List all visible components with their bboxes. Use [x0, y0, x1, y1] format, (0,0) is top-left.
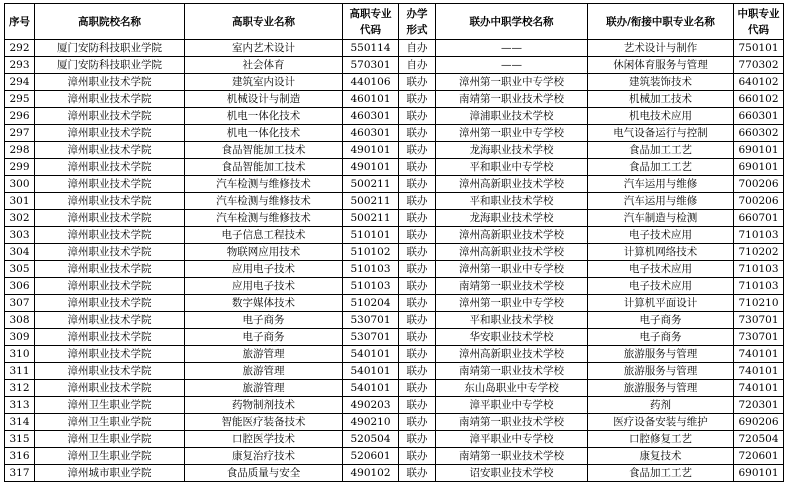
- cell-college: 漳州职业技术学院: [35, 295, 185, 312]
- cell-form: 联办: [399, 91, 436, 108]
- cell-college: 厦门安防科技职业学院: [35, 57, 185, 74]
- cell-school: 漳州第一职业中专学校: [436, 74, 588, 91]
- cell-form: 联办: [399, 295, 436, 312]
- cell-major: 食品智能加工技术: [185, 142, 343, 159]
- cell-major-code: 440106: [343, 74, 399, 91]
- cell-sec-code: 700206: [734, 176, 784, 193]
- header-form: [399, 4, 436, 40]
- cell-sec-major: 艺术设计与制作: [588, 40, 734, 57]
- header-sec-code-line2: 代码: [748, 23, 769, 36]
- cell-school: 漳州高新职业技术学校: [436, 176, 588, 193]
- table-row: [5, 414, 784, 431]
- cell-major: 社会体育: [185, 57, 343, 74]
- table-row: [5, 465, 784, 482]
- header-major-code-line1: 高职专业: [349, 7, 392, 20]
- cell-school: 漳平职业中专学校: [436, 431, 588, 448]
- cell-sec-major: 电气设备运行与控制: [588, 125, 734, 142]
- table-row: [5, 176, 784, 193]
- cell-major-code: 530701: [343, 312, 399, 329]
- cell-college: 漳州职业技术学院: [35, 159, 185, 176]
- cell-sec-major: 电子商务: [588, 329, 734, 346]
- cell-major-code: 500211: [343, 193, 399, 210]
- table-row: [5, 380, 784, 397]
- cell-sec-major: 旅游服务与管理: [588, 363, 734, 380]
- cell-major-code: 490210: [343, 414, 399, 431]
- cell-sec-major: 药剂: [588, 397, 734, 414]
- header-major-code-line2: 代码: [360, 23, 381, 36]
- cell-form: 联办: [399, 74, 436, 91]
- cell-form: 联办: [399, 431, 436, 448]
- cell-major: 电子商务: [185, 312, 343, 329]
- table-row: [5, 40, 784, 57]
- cell-major-code: 500211: [343, 210, 399, 227]
- cell-major: 口腔医学技术: [185, 431, 343, 448]
- cell-sec-code: 690206: [734, 414, 784, 431]
- header-form-line2: 形式: [406, 23, 428, 36]
- cell-form: 联办: [399, 397, 436, 414]
- cell-sec-major: 食品加工工艺: [588, 142, 734, 159]
- cell-school: 平和职业中专学校: [436, 159, 588, 176]
- cell-seq: 295: [5, 91, 35, 108]
- cell-sec-code: 710210: [734, 295, 784, 312]
- cell-seq: 311: [5, 363, 35, 380]
- cell-seq: 312: [5, 380, 35, 397]
- cell-form: 自办: [399, 40, 436, 57]
- table-header-row: [5, 4, 784, 40]
- cell-seq: 296: [5, 108, 35, 125]
- cell-major-code: 520504: [343, 431, 399, 448]
- cell-school: 漳州高新职业技术学校: [436, 244, 588, 261]
- cell-sec-code: 690101: [734, 142, 784, 159]
- cell-school: 龙海职业技术学校: [436, 142, 588, 159]
- cell-sec-code: 660301: [734, 108, 784, 125]
- cell-sec-code: 770302: [734, 57, 784, 74]
- cell-seq: 300: [5, 176, 35, 193]
- cell-sec-code: 740101: [734, 346, 784, 363]
- table-row: [5, 74, 784, 91]
- cell-major: 汽车检测与维修技术: [185, 176, 343, 193]
- cell-college: 漳州职业技术学院: [35, 193, 185, 210]
- cell-seq: 293: [5, 57, 35, 74]
- cell-sec-code: 730701: [734, 329, 784, 346]
- cell-sec-major: 机械加工技术: [588, 91, 734, 108]
- cell-sec-major: 口腔修复工艺: [588, 431, 734, 448]
- cell-form: 联办: [399, 227, 436, 244]
- cell-seq: 309: [5, 329, 35, 346]
- cell-sec-code: 740101: [734, 380, 784, 397]
- cell-seq: 304: [5, 244, 35, 261]
- cell-form: 联办: [399, 346, 436, 363]
- cell-college: 漳州职业技术学院: [35, 380, 185, 397]
- cell-major-code: 550114: [343, 40, 399, 57]
- cell-college: 漳州职业技术学院: [35, 227, 185, 244]
- cell-seq: 313: [5, 397, 35, 414]
- cell-school: 南靖第一职业技术学校: [436, 278, 588, 295]
- table-row: [5, 91, 784, 108]
- cell-seq: 297: [5, 125, 35, 142]
- cell-school: 南靖第一职业技术学校: [436, 414, 588, 431]
- cell-seq: 305: [5, 261, 35, 278]
- table-row: [5, 363, 784, 380]
- cell-college: 漳州职业技术学院: [35, 261, 185, 278]
- header-seq: 序号: [5, 4, 35, 40]
- cell-major: 电子商务: [185, 329, 343, 346]
- cell-form: 联办: [399, 448, 436, 465]
- cell-sec-code: 710103: [734, 278, 784, 295]
- cell-form: 自办: [399, 57, 436, 74]
- cell-sec-major: 机电技术应用: [588, 108, 734, 125]
- cell-sec-code: 690101: [734, 159, 784, 176]
- cell-school: ——: [436, 57, 588, 74]
- cell-major-code: 460301: [343, 125, 399, 142]
- cell-college: 漳州职业技术学院: [35, 91, 185, 108]
- cell-sec-major: 食品加工工艺: [588, 159, 734, 176]
- cell-form: 联办: [399, 278, 436, 295]
- cell-college: 漳州职业技术学院: [35, 329, 185, 346]
- table-row: [5, 261, 784, 278]
- cell-seq: 315: [5, 431, 35, 448]
- cell-form: 联办: [399, 312, 436, 329]
- cell-school: 南靖第一职业技术学校: [436, 363, 588, 380]
- cell-seq: 317: [5, 465, 35, 482]
- table-row: [5, 346, 784, 363]
- cell-seq: 316: [5, 448, 35, 465]
- cell-form: 联办: [399, 142, 436, 159]
- cell-major: 食品质量与安全: [185, 465, 343, 482]
- table-row: [5, 448, 784, 465]
- table-row: [5, 125, 784, 142]
- cell-sec-major: 康复技术: [588, 448, 734, 465]
- cell-major: 机电一体化技术: [185, 108, 343, 125]
- cell-major: 机电一体化技术: [185, 125, 343, 142]
- cell-seq: 299: [5, 159, 35, 176]
- table-row: [5, 108, 784, 125]
- cell-seq: 292: [5, 40, 35, 57]
- cell-school: 漳州高新职业技术学校: [436, 346, 588, 363]
- cell-major: 康复治疗技术: [185, 448, 343, 465]
- cell-major-code: 490101: [343, 142, 399, 159]
- cell-sec-major: 食品加工工艺: [588, 465, 734, 482]
- table-row: [5, 312, 784, 329]
- header-sec-code: [734, 4, 784, 40]
- cell-college: 漳州卫生职业学院: [35, 448, 185, 465]
- cell-major-code: 540101: [343, 380, 399, 397]
- cell-school: 东山岛职业中专学校: [436, 380, 588, 397]
- header-school: 联办中职学校名称: [436, 4, 588, 40]
- cell-sec-code: 640102: [734, 74, 784, 91]
- cell-major: 汽车检测与维修技术: [185, 193, 343, 210]
- cell-seq: 307: [5, 295, 35, 312]
- cell-major-code: 510103: [343, 278, 399, 295]
- cell-form: 联办: [399, 159, 436, 176]
- cell-sec-code: 730701: [734, 312, 784, 329]
- cell-major-code: 510204: [343, 295, 399, 312]
- cell-major: 旅游管理: [185, 363, 343, 380]
- cell-major: 建筑室内设计: [185, 74, 343, 91]
- cell-major-code: 510101: [343, 227, 399, 244]
- table-row: [5, 227, 784, 244]
- cell-sec-code: 690101: [734, 465, 784, 482]
- enrollment-table: [4, 3, 784, 482]
- table-row: [5, 278, 784, 295]
- cell-school: 漳平职业中专学校: [436, 397, 588, 414]
- cell-major: 旅游管理: [185, 346, 343, 363]
- cell-college: 漳州职业技术学院: [35, 74, 185, 91]
- cell-seq: 303: [5, 227, 35, 244]
- cell-major: 应用电子技术: [185, 278, 343, 295]
- cell-sec-major: 建筑装饰技术: [588, 74, 734, 91]
- cell-major: 室内艺术设计: [185, 40, 343, 57]
- cell-major-code: 520601: [343, 448, 399, 465]
- cell-seq: 306: [5, 278, 35, 295]
- cell-school: 南靖第一职业技术学校: [436, 91, 588, 108]
- cell-seq: 294: [5, 74, 35, 91]
- cell-college: 漳州职业技术学院: [35, 312, 185, 329]
- cell-form: 联办: [399, 193, 436, 210]
- cell-seq: 301: [5, 193, 35, 210]
- cell-major-code: 540101: [343, 346, 399, 363]
- cell-school: 平和职业技术学校: [436, 312, 588, 329]
- table-row: [5, 193, 784, 210]
- cell-major-code: 530701: [343, 329, 399, 346]
- header-form-line1: 办学: [406, 7, 428, 20]
- cell-sec-major: 旅游服务与管理: [588, 380, 734, 397]
- cell-school: 漳州第一职业中专学校: [436, 295, 588, 312]
- cell-school: 平和职业技术学校: [436, 193, 588, 210]
- header-college: 高职院校名称: [35, 4, 185, 40]
- cell-form: 联办: [399, 329, 436, 346]
- cell-sec-code: 660102: [734, 91, 784, 108]
- cell-college: 漳州职业技术学院: [35, 176, 185, 193]
- cell-form: 联办: [399, 244, 436, 261]
- cell-major: 应用电子技术: [185, 261, 343, 278]
- cell-major: 旅游管理: [185, 380, 343, 397]
- cell-school: 诏安职业技术学校: [436, 465, 588, 482]
- cell-college: 漳州职业技术学院: [35, 210, 185, 227]
- table-body: [5, 40, 784, 482]
- cell-major-code: 490101: [343, 159, 399, 176]
- cell-college: 漳州职业技术学院: [35, 108, 185, 125]
- cell-seq: 302: [5, 210, 35, 227]
- cell-school: 漳州高新职业技术学校: [436, 227, 588, 244]
- cell-sec-code: 710202: [734, 244, 784, 261]
- table-row: [5, 244, 784, 261]
- cell-form: 联办: [399, 261, 436, 278]
- cell-school: 南靖第一职业技术学校: [436, 448, 588, 465]
- cell-college: 漳州城市职业学院: [35, 465, 185, 482]
- cell-school: 漳州第一职业中专学校: [436, 261, 588, 278]
- header-sec-code-line1: 中职专业: [737, 7, 780, 20]
- cell-sec-major: 旅游服务与管理: [588, 346, 734, 363]
- cell-sec-code: 660701: [734, 210, 784, 227]
- cell-sec-major: 汽车运用与维修: [588, 176, 734, 193]
- cell-school: 龙海职业技术学校: [436, 210, 588, 227]
- cell-major-code: 510102: [343, 244, 399, 261]
- cell-form: 联办: [399, 363, 436, 380]
- cell-seq: 314: [5, 414, 35, 431]
- table-row: [5, 142, 784, 159]
- header-major-code: [343, 4, 399, 40]
- cell-sec-code: 720601: [734, 448, 784, 465]
- header-sec-major: 联办/衔接中职专业名称: [588, 4, 734, 40]
- cell-form: 联办: [399, 465, 436, 482]
- cell-sec-code: 750101: [734, 40, 784, 57]
- cell-major-code: 500211: [343, 176, 399, 193]
- cell-major: 药物制剂技术: [185, 397, 343, 414]
- cell-school: 华安职业技术学校: [436, 329, 588, 346]
- cell-sec-major: 医疗设备安装与维护: [588, 414, 734, 431]
- cell-major-code: 460101: [343, 91, 399, 108]
- cell-form: 联办: [399, 414, 436, 431]
- cell-college: 漳州卫生职业学院: [35, 431, 185, 448]
- cell-college: 厦门安防科技职业学院: [35, 40, 185, 57]
- cell-sec-major: 电子技术应用: [588, 261, 734, 278]
- cell-sec-code: 700206: [734, 193, 784, 210]
- cell-form: 联办: [399, 108, 436, 125]
- cell-seq: 308: [5, 312, 35, 329]
- table-row: [5, 329, 784, 346]
- cell-major-code: 510103: [343, 261, 399, 278]
- cell-major-code: 540101: [343, 363, 399, 380]
- table-row: [5, 397, 784, 414]
- cell-seq: 298: [5, 142, 35, 159]
- cell-sec-code: 710103: [734, 261, 784, 278]
- cell-major: 数字媒体技术: [185, 295, 343, 312]
- cell-college: 漳州职业技术学院: [35, 346, 185, 363]
- cell-form: 联办: [399, 176, 436, 193]
- cell-school: ——: [436, 40, 588, 57]
- cell-college: 漳州职业技术学院: [35, 363, 185, 380]
- cell-major-code: 570301: [343, 57, 399, 74]
- cell-form: 联办: [399, 380, 436, 397]
- cell-major-code: 490203: [343, 397, 399, 414]
- cell-college: 漳州职业技术学院: [35, 125, 185, 142]
- table-row: [5, 431, 784, 448]
- cell-school: 漳州第一职业中专学校: [436, 125, 588, 142]
- cell-sec-code: 740101: [734, 363, 784, 380]
- cell-college: 漳州职业技术学院: [35, 278, 185, 295]
- cell-sec-major: 计算机网络技术: [588, 244, 734, 261]
- cell-major-code: 460301: [343, 108, 399, 125]
- cell-sec-code: 710103: [734, 227, 784, 244]
- cell-sec-major: 电子商务: [588, 312, 734, 329]
- cell-major: 汽车检测与维修技术: [185, 210, 343, 227]
- cell-college: 漳州卫生职业学院: [35, 397, 185, 414]
- cell-college: 漳州职业技术学院: [35, 142, 185, 159]
- cell-sec-major: 休闲体育服务与管理: [588, 57, 734, 74]
- table-row: [5, 159, 784, 176]
- table-row: [5, 57, 784, 74]
- cell-seq: 310: [5, 346, 35, 363]
- cell-major: 物联网应用技术: [185, 244, 343, 261]
- cell-major: 电子信息工程技术: [185, 227, 343, 244]
- cell-sec-major: 计算机平面设计: [588, 295, 734, 312]
- cell-sec-major: 汽车制造与检测: [588, 210, 734, 227]
- cell-major-code: 490102: [343, 465, 399, 482]
- cell-sec-code: 660302: [734, 125, 784, 142]
- cell-school: 漳浦职业技术学校: [436, 108, 588, 125]
- cell-college: 漳州卫生职业学院: [35, 414, 185, 431]
- cell-form: 联办: [399, 210, 436, 227]
- cell-sec-major: 电子技术应用: [588, 227, 734, 244]
- cell-sec-major: 汽车运用与维修: [588, 193, 734, 210]
- cell-major: 智能医疗装备技术: [185, 414, 343, 431]
- cell-sec-code: 720504: [734, 431, 784, 448]
- cell-major: 机械设计与制造: [185, 91, 343, 108]
- table-row: [5, 210, 784, 227]
- header-major: 高职专业名称: [185, 4, 343, 40]
- cell-college: 漳州职业技术学院: [35, 244, 185, 261]
- cell-sec-code: 720301: [734, 397, 784, 414]
- cell-sec-major: 电子技术应用: [588, 278, 734, 295]
- cell-major: 食品智能加工技术: [185, 159, 343, 176]
- table-row: [5, 295, 784, 312]
- cell-form: 联办: [399, 125, 436, 142]
